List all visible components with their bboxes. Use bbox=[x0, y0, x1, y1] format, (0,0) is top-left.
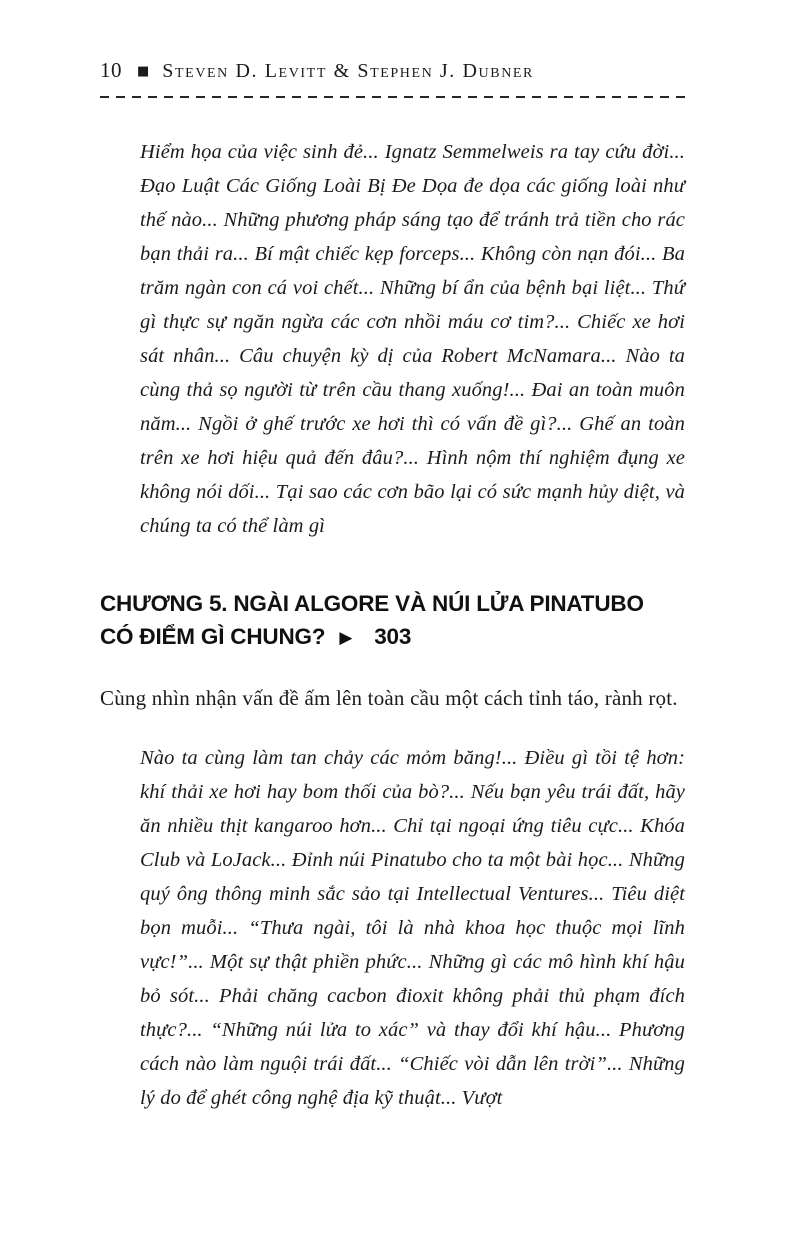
dashed-divider bbox=[100, 96, 685, 98]
square-bullet-icon: ■ bbox=[137, 64, 150, 79]
chapter5-summary-text: Nào ta cùng làm tan chảy các mỏm băng!... Điều gì tồi tệ hơn: khí thải xe hơi hay bom thối của bò?... Nếu bạn yêu trái đất, hãy ăn nhiều thịt kangaroo hơn... Chỉ tại ngoại ứng tiêu cực... Khóa Club và LoJack... Đỉnh núi Pinatubo cho ta một bài học... Những quý ông thông minh sắc sảo tại Intellectual Ventures... Tiêu diệt bọn muỗi... “Thưa ngài, tôi là nhà khoa học thuộc mọi lĩnh vực!”... Một sự thật phiền phức... Những gì các mô hình khí hậu bỏ sót... Phải chăng cacbon đioxit không phải thủ phạm đích thực?... “Những núi lửa to xác” và thay đổi khí hậu... Phương cách nào làm nguội trái đất... “Chiếc vòi dẫn lên trời”... Những lý do để ghét công nghệ địa kỹ thuật... Vượt bbox=[140, 747, 685, 1110]
chapter5-title-line1: CHƯƠNG 5. NGÀI ALGORE VÀ NÚI LỬA PINATUBO bbox=[100, 591, 644, 617]
page-number: 10 bbox=[100, 58, 122, 82]
chapter5-page-ref: 303 bbox=[374, 624, 412, 650]
running-head bbox=[100, 58, 685, 83]
arrow-right-icon: ▶ bbox=[339, 628, 353, 649]
chapter4-summary-text: Hiểm họa của việc sinh đẻ... Ignatz Semmelweis ra tay cứu đời... Đạo Luật Các Giống Loài Bị Đe Dọa đe dọa các giống loài như thế nào... Những phương pháp sáng tạo để tránh trả tiền cho rác bạn thải ra... Bí mật chiếc kẹp forceps... Không còn nạn đói... Ba trăm ngàn con cá voi chết... Những bí ẩn của bệnh bại liệt... Thứ gì thực sự ngăn ngừa các cơn nhồi máu cơ tim?... Chiếc xe hơi sát nhân... Câu chuyện kỳ dị của Robert McNamara... Nào ta cùng thả sọ người từ trên cầu thang xuống!... Đai an toàn muôn năm... Ngồi ở ghế trước xe hơi thì có vấn đề gì?... Ghế an toàn trên xe hơi hiệu quả đến đâu?... Hình nộm thí nghiệm đụng xe không nói dối... Tại sao các cơn bão lại có sức mạnh hủy diệt, và chúng ta có thể làm gì bbox=[140, 141, 685, 538]
chapter5-title-line2: CÓ ĐIỂM GÌ CHUNG? bbox=[100, 624, 326, 650]
chapter5-intro-text: Cùng nhìn nhận vấn đề ấm lên toàn cầu một cách tỉnh táo, rành rọt. bbox=[100, 686, 678, 711]
chapter5-heading bbox=[100, 587, 685, 656]
authors-running-head: Steven D. Levitt & Stephen J. Dubner bbox=[162, 60, 535, 82]
